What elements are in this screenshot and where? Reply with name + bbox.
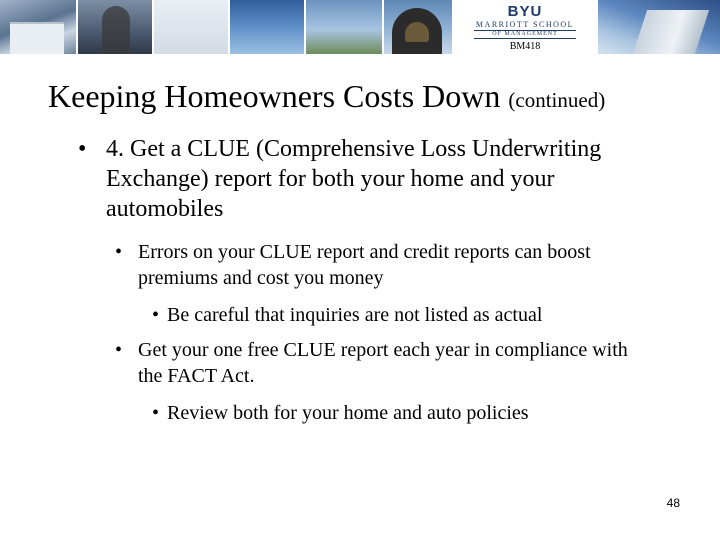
bullet-icon: • (78, 136, 87, 162)
bullet-text: Errors on your CLUE report and credit reports can boost premiums and cost you money (138, 241, 591, 289)
logo-subtitle: OF MANAGEMENT (474, 30, 576, 39)
building-shape (10, 22, 64, 54)
banner-photo-landscape (306, 0, 382, 54)
bell-icon (405, 22, 429, 42)
bullet-text: Get your one free CLUE report each year in compliance with the FACT Act. (138, 339, 628, 387)
banner-photo-statue (78, 0, 152, 54)
logo-school: MARRIOTT SCHOOL (475, 20, 575, 29)
banner-photo-y-logo (154, 0, 228, 54)
title-main: Keeping Homeowners Costs Down (48, 78, 501, 114)
statue-shape (102, 6, 130, 54)
bullet-icon: • (152, 304, 160, 326)
banner-photo-sky (230, 0, 304, 54)
bullet-icon: • (115, 339, 123, 361)
banner-photo-campus (0, 0, 76, 54)
bullet-text: Review both for your home and auto policies (167, 402, 529, 424)
bullet-text: Be careful that inquiries are not listed as actual (167, 304, 543, 326)
byu-marriott-logo (458, 2, 592, 54)
title-suffix: (continued) (508, 88, 606, 112)
header-banner (0, 0, 720, 54)
slide-title (48, 76, 708, 120)
bullet-text: 4. Get a CLUE (Comprehensive Loss Underwriting Exchange) report for both your home and your automobiles (106, 136, 602, 222)
logo-name: BYU (507, 3, 543, 20)
bullet-icon: • (115, 241, 123, 263)
course-code: BM418 (509, 41, 541, 52)
page-number: 48 (666, 496, 680, 510)
bullet-icon: • (152, 402, 160, 424)
